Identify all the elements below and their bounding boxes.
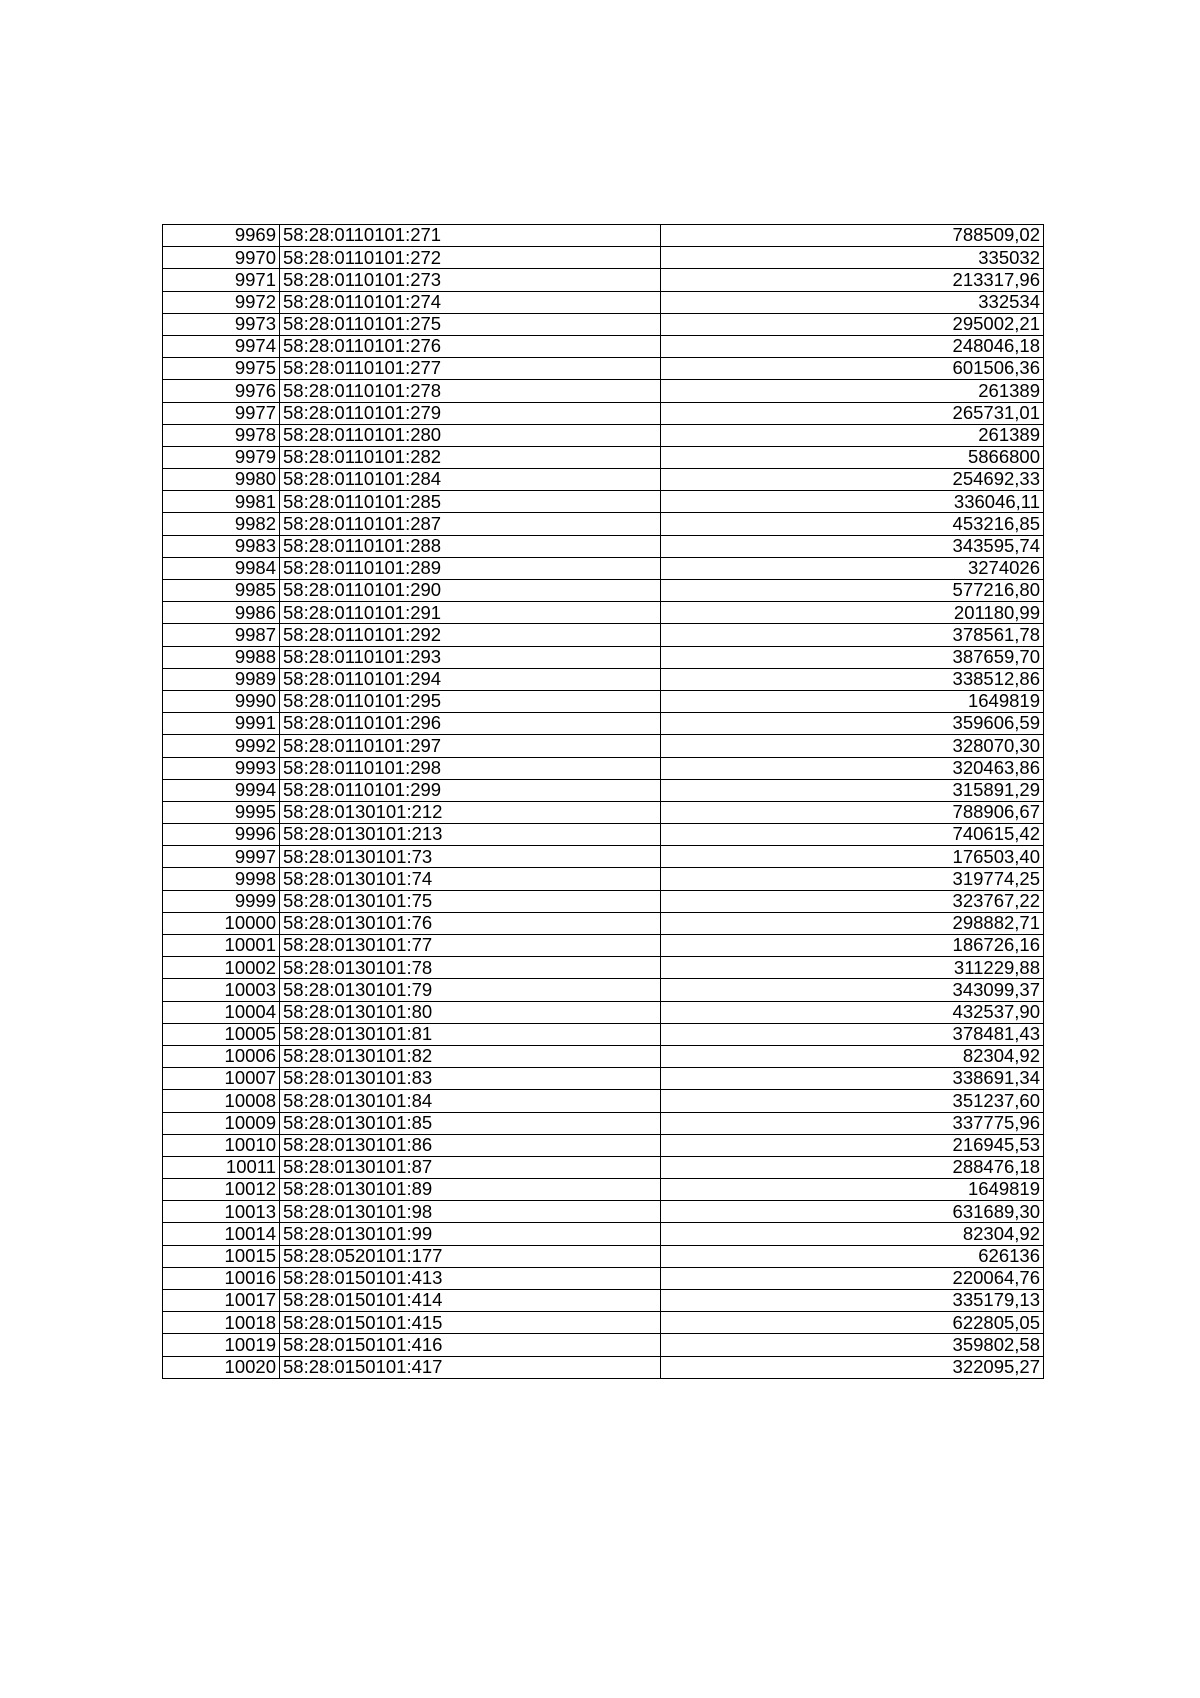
row-number-cell: 9978 xyxy=(163,424,280,446)
cadastral-number-cell: 58:28:0110101:293 xyxy=(280,646,661,668)
value-cell: 622805,05 xyxy=(661,1312,1044,1334)
row-number-cell: 10017 xyxy=(163,1290,280,1312)
row-number-cell: 9986 xyxy=(163,602,280,624)
row-number-cell: 9984 xyxy=(163,557,280,579)
cadastral-number-cell: 58:28:0150101:413 xyxy=(280,1267,661,1289)
cadastral-number-cell: 58:28:0130101:212 xyxy=(280,801,661,823)
row-number-cell: 9971 xyxy=(163,269,280,291)
value-cell: 378481,43 xyxy=(661,1023,1044,1045)
cadastral-number-cell: 58:28:0110101:284 xyxy=(280,469,661,491)
row-number-cell: 9969 xyxy=(163,225,280,247)
value-cell: 343099,37 xyxy=(661,979,1044,1001)
table-row xyxy=(163,1045,1044,1067)
row-number-cell: 9993 xyxy=(163,757,280,779)
row-number-cell: 9970 xyxy=(163,247,280,269)
value-cell: 359802,58 xyxy=(661,1334,1044,1356)
table-row xyxy=(163,912,1044,934)
cadastral-number-cell: 58:28:0130101:79 xyxy=(280,979,661,1001)
row-number-cell: 10016 xyxy=(163,1267,280,1289)
table-row xyxy=(163,1001,1044,1023)
cadastral-number-cell: 58:28:0110101:276 xyxy=(280,335,661,357)
table-row xyxy=(163,402,1044,424)
cadastral-number-cell: 58:28:0130101:89 xyxy=(280,1179,661,1201)
table-row xyxy=(163,424,1044,446)
table-row xyxy=(163,269,1044,291)
cadastral-number-cell: 58:28:0130101:75 xyxy=(280,890,661,912)
cadastral-number-cell: 58:28:0130101:74 xyxy=(280,868,661,890)
cadastral-number-cell: 58:28:0150101:416 xyxy=(280,1334,661,1356)
table-row xyxy=(163,380,1044,402)
row-number-cell: 9974 xyxy=(163,335,280,357)
value-cell: 248046,18 xyxy=(661,335,1044,357)
value-cell: 626136 xyxy=(661,1245,1044,1267)
table-row xyxy=(163,557,1044,579)
value-cell: 343595,74 xyxy=(661,535,1044,557)
row-number-cell: 9995 xyxy=(163,801,280,823)
table-row xyxy=(163,757,1044,779)
table-row xyxy=(163,957,1044,979)
value-cell: 788509,02 xyxy=(661,225,1044,247)
value-cell: 82304,92 xyxy=(661,1223,1044,1245)
value-cell: 338512,86 xyxy=(661,668,1044,690)
row-number-cell: 9975 xyxy=(163,358,280,380)
cadastral-number-cell: 58:28:0110101:288 xyxy=(280,535,661,557)
row-number-cell: 9994 xyxy=(163,779,280,801)
value-cell: 338691,34 xyxy=(661,1068,1044,1090)
cadastral-number-cell: 58:28:0130101:83 xyxy=(280,1068,661,1090)
cadastral-number-cell: 58:28:0130101:77 xyxy=(280,935,661,957)
value-cell: 432537,90 xyxy=(661,1001,1044,1023)
cadastral-number-cell: 58:28:0110101:292 xyxy=(280,624,661,646)
value-cell: 378561,78 xyxy=(661,624,1044,646)
row-number-cell: 9983 xyxy=(163,535,280,557)
table-row xyxy=(163,1023,1044,1045)
value-cell: 186726,16 xyxy=(661,935,1044,957)
row-number-cell: 10013 xyxy=(163,1201,280,1223)
row-number-cell: 10002 xyxy=(163,957,280,979)
table-row xyxy=(163,491,1044,513)
value-cell: 335179,13 xyxy=(661,1290,1044,1312)
cadastral-number-cell: 58:28:0110101:273 xyxy=(280,269,661,291)
cadastral-number-cell: 58:28:0150101:415 xyxy=(280,1312,661,1334)
row-number-cell: 9985 xyxy=(163,580,280,602)
table-row xyxy=(163,247,1044,269)
cadastral-number-cell: 58:28:0110101:282 xyxy=(280,446,661,468)
value-cell: 335032 xyxy=(661,247,1044,269)
table-row xyxy=(163,624,1044,646)
value-cell: 220064,76 xyxy=(661,1267,1044,1289)
table-row xyxy=(163,846,1044,868)
row-number-cell: 9987 xyxy=(163,624,280,646)
cadastral-number-cell: 58:28:0110101:275 xyxy=(280,313,661,335)
table-row xyxy=(163,535,1044,557)
value-cell: 3274026 xyxy=(661,557,1044,579)
row-number-cell: 9973 xyxy=(163,313,280,335)
row-number-cell: 10011 xyxy=(163,1156,280,1178)
value-cell: 319774,25 xyxy=(661,868,1044,890)
cadastral-number-cell: 58:28:0130101:76 xyxy=(280,912,661,934)
value-cell: 315891,29 xyxy=(661,779,1044,801)
cadastral-number-cell: 58:28:0110101:272 xyxy=(280,247,661,269)
cadastral-number-cell: 58:28:0110101:287 xyxy=(280,513,661,535)
cadastral-number-cell: 58:28:0130101:80 xyxy=(280,1001,661,1023)
table-row xyxy=(163,1201,1044,1223)
table-row xyxy=(163,1156,1044,1178)
table-row xyxy=(163,824,1044,846)
cadastral-number-cell: 58:28:0130101:213 xyxy=(280,824,661,846)
value-cell: 176503,40 xyxy=(661,846,1044,868)
cadastral-number-cell: 58:28:0110101:285 xyxy=(280,491,661,513)
value-cell: 387659,70 xyxy=(661,646,1044,668)
table-row xyxy=(163,1179,1044,1201)
table-row xyxy=(163,1334,1044,1356)
cadastral-number-cell: 58:28:0130101:98 xyxy=(280,1201,661,1223)
row-number-cell: 10010 xyxy=(163,1134,280,1156)
cadastral-number-cell: 58:28:0110101:294 xyxy=(280,668,661,690)
row-number-cell: 10004 xyxy=(163,1001,280,1023)
table-row xyxy=(163,291,1044,313)
row-number-cell: 10006 xyxy=(163,1045,280,1067)
row-number-cell: 9982 xyxy=(163,513,280,535)
value-cell: 740615,42 xyxy=(661,824,1044,846)
cadastral-number-cell: 58:28:0110101:279 xyxy=(280,402,661,424)
value-cell: 288476,18 xyxy=(661,1156,1044,1178)
table-row xyxy=(163,1245,1044,1267)
table-row xyxy=(163,580,1044,602)
row-number-cell: 9972 xyxy=(163,291,280,313)
table-row xyxy=(163,1068,1044,1090)
value-cell: 328070,30 xyxy=(661,735,1044,757)
table-row xyxy=(163,1267,1044,1289)
table-row xyxy=(163,979,1044,1001)
value-cell: 336046,11 xyxy=(661,491,1044,513)
cadastral-number-cell: 58:28:0110101:289 xyxy=(280,557,661,579)
cadastral-number-cell: 58:28:0110101:297 xyxy=(280,735,661,757)
cadastral-number-cell: 58:28:0130101:84 xyxy=(280,1090,661,1112)
table-row xyxy=(163,935,1044,957)
value-cell: 320463,86 xyxy=(661,757,1044,779)
value-cell: 216945,53 xyxy=(661,1134,1044,1156)
table-row xyxy=(163,690,1044,712)
row-number-cell: 9997 xyxy=(163,846,280,868)
value-cell: 359606,59 xyxy=(661,713,1044,735)
cadastral-number-cell: 58:28:0110101:299 xyxy=(280,779,661,801)
table-row xyxy=(163,1290,1044,1312)
value-cell: 453216,85 xyxy=(661,513,1044,535)
value-cell: 788906,67 xyxy=(661,801,1044,823)
row-number-cell: 9976 xyxy=(163,380,280,402)
row-number-cell: 10018 xyxy=(163,1312,280,1334)
cadastral-number-cell: 58:28:0110101:277 xyxy=(280,358,661,380)
row-number-cell: 9999 xyxy=(163,890,280,912)
cadastral-number-cell: 58:28:0130101:87 xyxy=(280,1156,661,1178)
row-number-cell: 9991 xyxy=(163,713,280,735)
cadastral-number-cell: 58:28:0110101:280 xyxy=(280,424,661,446)
row-number-cell: 9996 xyxy=(163,824,280,846)
row-number-cell: 10012 xyxy=(163,1179,280,1201)
table-row xyxy=(163,890,1044,912)
table-row xyxy=(163,513,1044,535)
table-row xyxy=(163,868,1044,890)
table-body xyxy=(163,225,1044,1379)
cadastral-number-cell: 58:28:0110101:271 xyxy=(280,225,661,247)
value-cell: 261389 xyxy=(661,380,1044,402)
value-cell: 82304,92 xyxy=(661,1045,1044,1067)
value-cell: 1649819 xyxy=(661,690,1044,712)
value-cell: 265731,01 xyxy=(661,402,1044,424)
row-number-cell: 10000 xyxy=(163,912,280,934)
cadastral-number-cell: 58:28:0110101:298 xyxy=(280,757,661,779)
value-cell: 601506,36 xyxy=(661,358,1044,380)
row-number-cell: 10007 xyxy=(163,1068,280,1090)
table-row xyxy=(163,801,1044,823)
table-row xyxy=(163,602,1044,624)
row-number-cell: 9988 xyxy=(163,646,280,668)
table-row xyxy=(163,1090,1044,1112)
cadastral-number-cell: 58:28:0110101:296 xyxy=(280,713,661,735)
cadastral-number-cell: 58:28:0110101:274 xyxy=(280,291,661,313)
row-number-cell: 10019 xyxy=(163,1334,280,1356)
value-cell: 332534 xyxy=(661,291,1044,313)
value-cell: 323767,22 xyxy=(661,890,1044,912)
value-cell: 213317,96 xyxy=(661,269,1044,291)
value-cell: 337775,96 xyxy=(661,1112,1044,1134)
value-cell: 295002,21 xyxy=(661,313,1044,335)
row-number-cell: 10009 xyxy=(163,1112,280,1134)
cadastral-number-cell: 58:28:0130101:99 xyxy=(280,1223,661,1245)
row-number-cell: 10020 xyxy=(163,1356,280,1378)
cadastral-number-cell: 58:28:0130101:86 xyxy=(280,1134,661,1156)
value-cell: 1649819 xyxy=(661,1179,1044,1201)
row-number-cell: 9989 xyxy=(163,668,280,690)
value-cell: 322095,27 xyxy=(661,1356,1044,1378)
row-number-cell: 10008 xyxy=(163,1090,280,1112)
table-row xyxy=(163,735,1044,757)
cadastral-number-cell: 58:28:0520101:177 xyxy=(280,1245,661,1267)
cadastral-number-cell: 58:28:0110101:291 xyxy=(280,602,661,624)
table-row xyxy=(163,1112,1044,1134)
table-row xyxy=(163,313,1044,335)
value-cell: 5866800 xyxy=(661,446,1044,468)
row-number-cell: 9981 xyxy=(163,491,280,513)
cadastral-number-cell: 58:28:0110101:290 xyxy=(280,580,661,602)
row-number-cell: 10014 xyxy=(163,1223,280,1245)
table-row xyxy=(163,713,1044,735)
cadastral-value-table xyxy=(162,224,1044,1379)
value-cell: 254692,33 xyxy=(661,469,1044,491)
row-number-cell: 9992 xyxy=(163,735,280,757)
cadastral-number-cell: 58:28:0130101:73 xyxy=(280,846,661,868)
value-cell: 201180,99 xyxy=(661,602,1044,624)
value-cell: 298882,71 xyxy=(661,912,1044,934)
row-number-cell: 10005 xyxy=(163,1023,280,1045)
row-number-cell: 9977 xyxy=(163,402,280,424)
table-row xyxy=(163,358,1044,380)
table-row xyxy=(163,668,1044,690)
cadastral-number-cell: 58:28:0150101:414 xyxy=(280,1290,661,1312)
value-cell: 631689,30 xyxy=(661,1201,1044,1223)
value-cell: 351237,60 xyxy=(661,1090,1044,1112)
value-cell: 261389 xyxy=(661,424,1044,446)
table-row xyxy=(163,646,1044,668)
value-cell: 577216,80 xyxy=(661,580,1044,602)
value-cell: 311229,88 xyxy=(661,957,1044,979)
cadastral-number-cell: 58:28:0130101:78 xyxy=(280,957,661,979)
table-row xyxy=(163,1312,1044,1334)
table-row xyxy=(163,1134,1044,1156)
table-row xyxy=(163,446,1044,468)
cadastral-number-cell: 58:28:0130101:81 xyxy=(280,1023,661,1045)
cadastral-number-cell: 58:28:0130101:82 xyxy=(280,1045,661,1067)
table-row xyxy=(163,779,1044,801)
table-row xyxy=(163,335,1044,357)
row-number-cell: 10015 xyxy=(163,1245,280,1267)
cadastral-number-cell: 58:28:0150101:417 xyxy=(280,1356,661,1378)
row-number-cell: 9979 xyxy=(163,446,280,468)
row-number-cell: 10001 xyxy=(163,935,280,957)
table-row xyxy=(163,469,1044,491)
cadastral-number-cell: 58:28:0130101:85 xyxy=(280,1112,661,1134)
table-row xyxy=(163,1223,1044,1245)
row-number-cell: 9990 xyxy=(163,690,280,712)
row-number-cell: 10003 xyxy=(163,979,280,1001)
cadastral-number-cell: 58:28:0110101:278 xyxy=(280,380,661,402)
cadastral-number-cell: 58:28:0110101:295 xyxy=(280,690,661,712)
table-row xyxy=(163,1356,1044,1378)
row-number-cell: 9998 xyxy=(163,868,280,890)
table-row xyxy=(163,225,1044,247)
row-number-cell: 9980 xyxy=(163,469,280,491)
